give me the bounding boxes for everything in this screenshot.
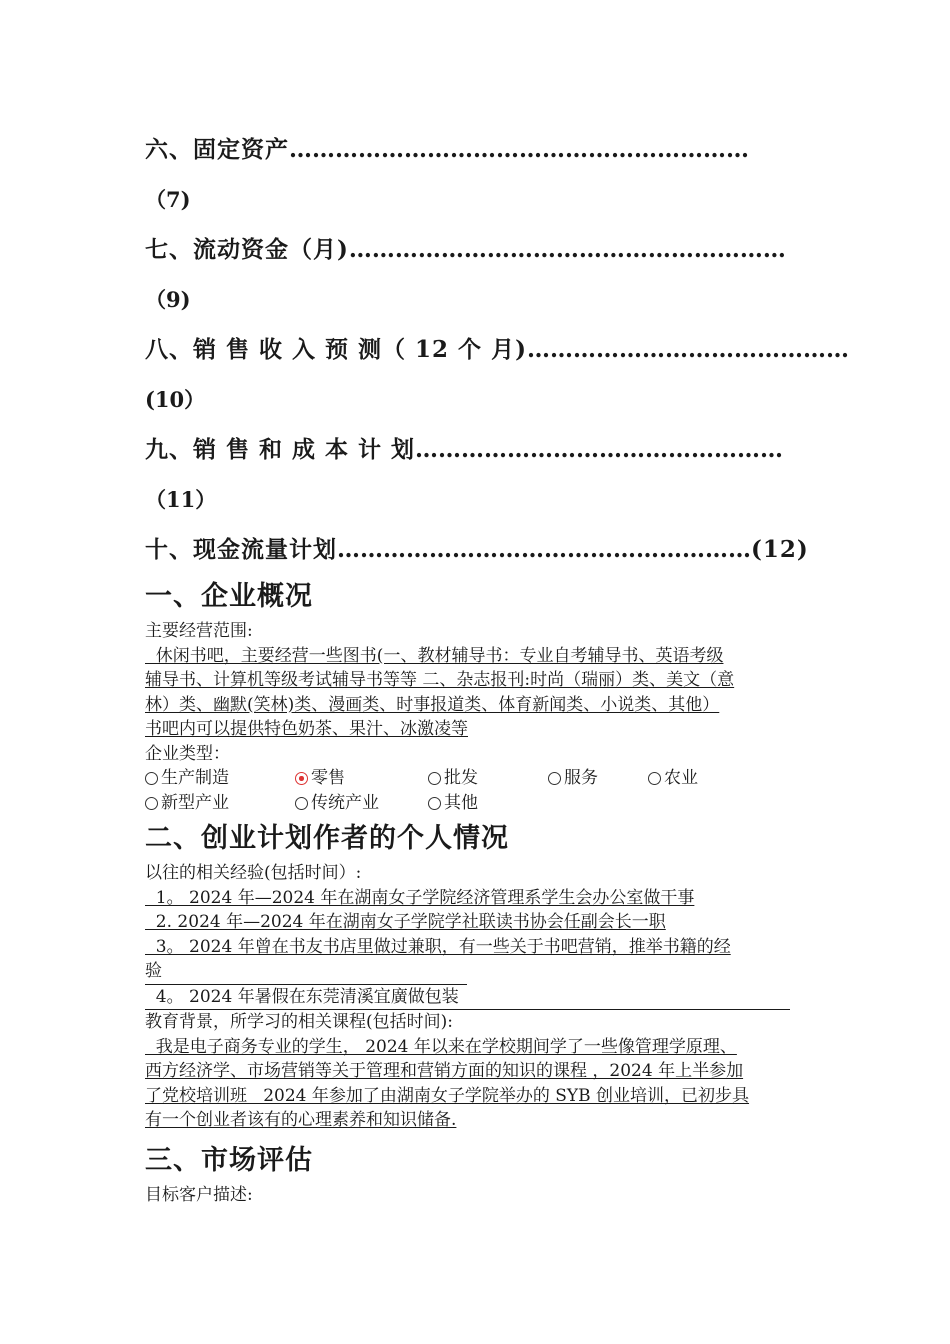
target-customer-label: 目标客户描述:	[145, 1184, 253, 1205]
radio-empty-icon[interactable]	[648, 772, 661, 785]
enterprise-type-options-row2	[145, 791, 807, 816]
toc-page-number: （11）	[145, 487, 217, 512]
radio-empty-icon[interactable]	[145, 797, 158, 810]
enterprise-type-option[interactable]	[295, 766, 428, 791]
education-text: 我是电子商务专业的学生， 2024 年以来在学校期间学了一些像管理学原理、 西方经济学、市场营销等关于管理和营销方面的知识的课程 ，2024 年上半参加 了党校培训班 2024 年参加了由湖南女子学院举办的 SYB 创业培训，已初步具 有一个创业者该有的心理素养和知识储备.	[145, 1036, 750, 1130]
option-label: 农业	[664, 768, 698, 788]
radio-empty-icon[interactable]	[295, 797, 308, 810]
education-label: 教育背景，所学习的相关课程(包括时间):	[145, 1012, 453, 1032]
option-label: 生产制造	[161, 768, 229, 788]
toc-page-number: （9)	[145, 287, 191, 312]
option-label: 新型产业	[161, 793, 229, 813]
experience-line-fill: 验	[145, 959, 467, 985]
experience-list: 1。 2024 年—2024 年在湖南女子学院经济管理系学生会办公室做干事 2. 2024 年—2024 年在湖南女子学院学社联读书协会任副会长一职 3。 2024 年曾在书友书店里做过兼职，有一些关于书吧营销，推举书籍的经 验 4。 2024 年暑假在东莞清溪宜廣做包装	[145, 886, 807, 1011]
option-label: 传统产业	[311, 793, 379, 813]
radio-selected-icon[interactable]	[295, 772, 308, 785]
enterprise-type-option[interactable]	[145, 766, 295, 791]
radio-empty-icon[interactable]	[428, 797, 441, 810]
radio-empty-icon[interactable]	[428, 772, 441, 785]
enterprise-type-option[interactable]	[648, 766, 748, 791]
toc-page-number: (10）	[145, 387, 206, 412]
option-label: 服务	[564, 768, 598, 788]
enterprise-type-options-row1	[145, 766, 807, 791]
section-heading-market: 三、市场评估	[145, 1144, 313, 1176]
radio-empty-icon[interactable]	[145, 772, 158, 785]
section-heading-author: 二、创业计划作者的个人情况	[145, 823, 509, 854]
enterprise-type-option[interactable]	[145, 791, 295, 816]
enterprise-type-option[interactable]	[428, 766, 548, 791]
toc-page-number: （7)	[145, 187, 191, 212]
option-label: 批发	[444, 768, 478, 788]
document-page	[145, 125, 849, 1207]
section-heading-overview: 一、企业概况	[145, 581, 313, 612]
toc-entry[interactable]: 七、流动资金（月) …………………………………………………	[145, 236, 786, 263]
toc-entry[interactable]: 八、销 售 收 入 预 测（ 12 个 月) ……………………………………	[145, 336, 849, 363]
scope-text: 休闲书吧，主要经营一些图书(一、教材辅导书：专业自考辅导书、英语考级 辅导书、计算机等级考试辅导书等等 二、杂志报刊:时尚（瑞丽）类、美文（意 林）类、幽默(笑林)类、漫画类、时事报道类、体育新闻类、小说类、其他） 书吧内可以提供特色奶茶、果汁、冰激凌等	[145, 645, 735, 739]
toc-entry[interactable]: 十、现金流量计划 ……………………………………………… (12)	[145, 536, 809, 563]
table-of-contents	[145, 125, 849, 575]
radio-empty-icon[interactable]	[548, 772, 561, 785]
toc-entry[interactable]: 九、销 售 和 成 本 计 划 …………………………………………	[145, 436, 784, 463]
enterprise-type-option[interactable]	[295, 791, 428, 816]
option-label: 零售	[311, 768, 345, 788]
enterprise-type-option[interactable]	[548, 766, 648, 791]
option-label: 其他	[444, 793, 478, 813]
toc-entry[interactable]: 六、固定资产 ……………………………………………………	[145, 136, 749, 163]
experience-label: 以往的相关经验(包括时间）:	[145, 863, 362, 883]
experience-line-fill: 4。 2024 年暑假在东莞清溪宜廣做包装	[145, 985, 790, 1011]
enterprise-type-option[interactable]	[428, 791, 548, 816]
scope-label: 主要经营范围:	[145, 621, 253, 641]
type-label: 企业类型：	[145, 743, 230, 764]
